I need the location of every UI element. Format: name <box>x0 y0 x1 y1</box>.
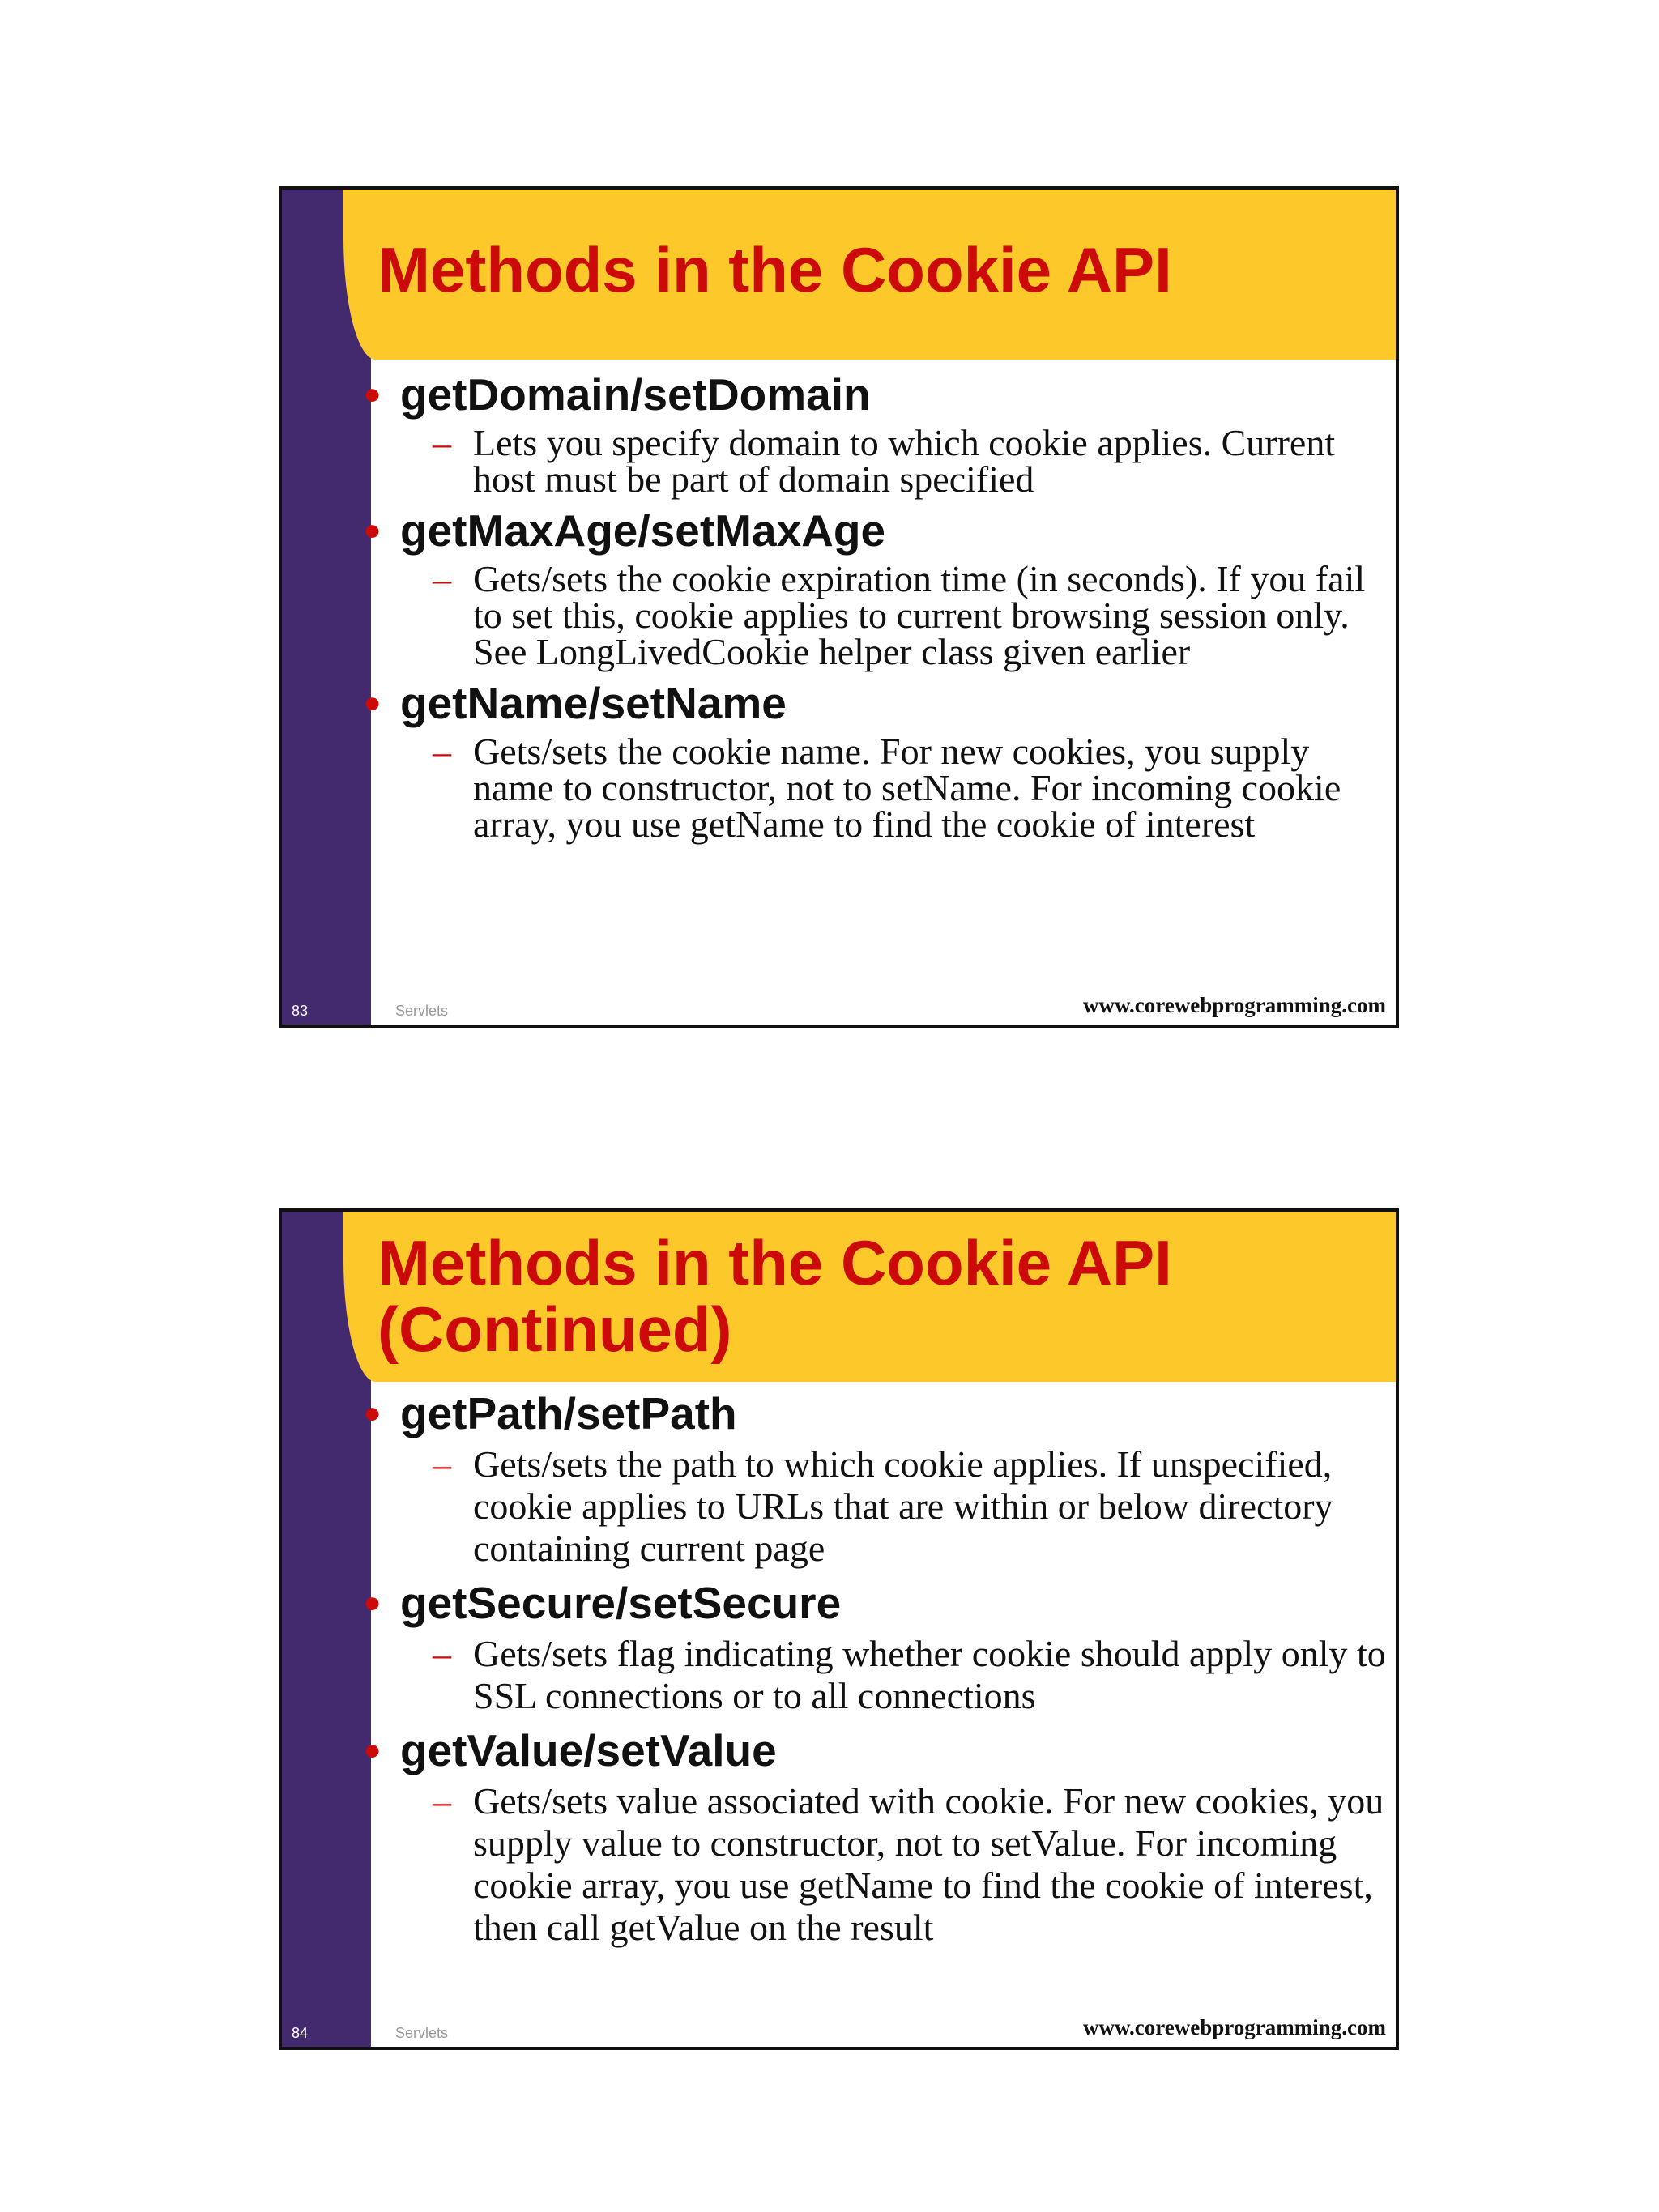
slide-content <box>355 361 1388 845</box>
bullet-icon: • <box>365 1725 381 1775</box>
bullet-item <box>355 368 1388 421</box>
method-name: getDomain/setDomain <box>400 369 871 420</box>
bullet-item <box>355 1387 1388 1440</box>
sub-item <box>433 731 1388 845</box>
bullet-item <box>355 1576 1388 1630</box>
method-description: Lets you specify domain to which cookie applies. Current host must be part of domain specified <box>473 422 1336 500</box>
bullet-icon: • <box>365 1388 381 1438</box>
bullet-icon: • <box>365 369 381 420</box>
bullet-item <box>355 504 1388 557</box>
bullet-item <box>355 1724 1388 1777</box>
slide-84 <box>279 1208 1399 2050</box>
sub-item <box>433 1780 1388 1949</box>
sub-item <box>433 560 1388 670</box>
dash-icon: – <box>433 1443 451 1485</box>
slide-title: Methods in the Cookie API (Continued) <box>377 1227 1172 1365</box>
dash-icon: – <box>433 731 451 772</box>
method-name: getSecure/setSecure <box>400 1578 842 1628</box>
method-description: Gets/sets value associated with cookie. For new cookies, you supply value to constructor, not to setValue. For incoming cookie array, you use getName to find the cookie of interest, then call getValue on the result <box>473 1780 1384 1948</box>
method-description: Gets/sets the cookie expiration time (in seconds). If you fail to set this, cookie applies to current browsing session only. See LongLivedCookie helper class given earlier <box>473 558 1366 672</box>
method-description: Gets/sets the cookie name. For new cookies, you supply name to constructor, not to setName. For incoming cookie array, you use getName to find the cookie of interest <box>473 731 1341 845</box>
sub-item <box>433 1443 1388 1570</box>
method-description: Gets/sets flag indicating whether cookie should apply only to SSL connections or to all connections <box>473 1633 1386 1716</box>
slide-number: 84 <box>292 2025 309 2041</box>
method-name: getMaxAge/setMaxAge <box>400 505 886 556</box>
bullet-icon: • <box>365 505 381 556</box>
sub-item <box>433 422 1388 500</box>
dash-icon: – <box>433 558 451 599</box>
slide-title: Methods in the Cookie API <box>377 234 1172 305</box>
method-name: getPath/setPath <box>400 1388 737 1438</box>
method-description: Gets/sets the path to which cookie applies. If unspecified, cookie applies to URLs that are within or below directory containing current page <box>473 1443 1333 1569</box>
footer-section: Servlets <box>395 1003 449 1019</box>
method-name: getName/setName <box>400 678 787 728</box>
dash-icon: – <box>433 1780 451 1822</box>
footer-url: www.corewebprogramming.com <box>1083 2015 1386 2039</box>
dash-icon: – <box>433 422 451 463</box>
slide-number: 83 <box>292 1003 309 1019</box>
bullet-icon: • <box>365 678 381 728</box>
footer-section: Servlets <box>395 2025 449 2041</box>
bullet-icon: • <box>365 1578 381 1628</box>
dash-icon: – <box>433 1633 451 1674</box>
sub-item <box>433 1633 1388 1717</box>
slide-content <box>355 1380 1388 1949</box>
method-name: getValue/setValue <box>400 1725 777 1775</box>
footer-url: www.corewebprogramming.com <box>1083 993 1386 1017</box>
bullet-item <box>355 676 1388 730</box>
slide-83 <box>279 186 1399 1028</box>
